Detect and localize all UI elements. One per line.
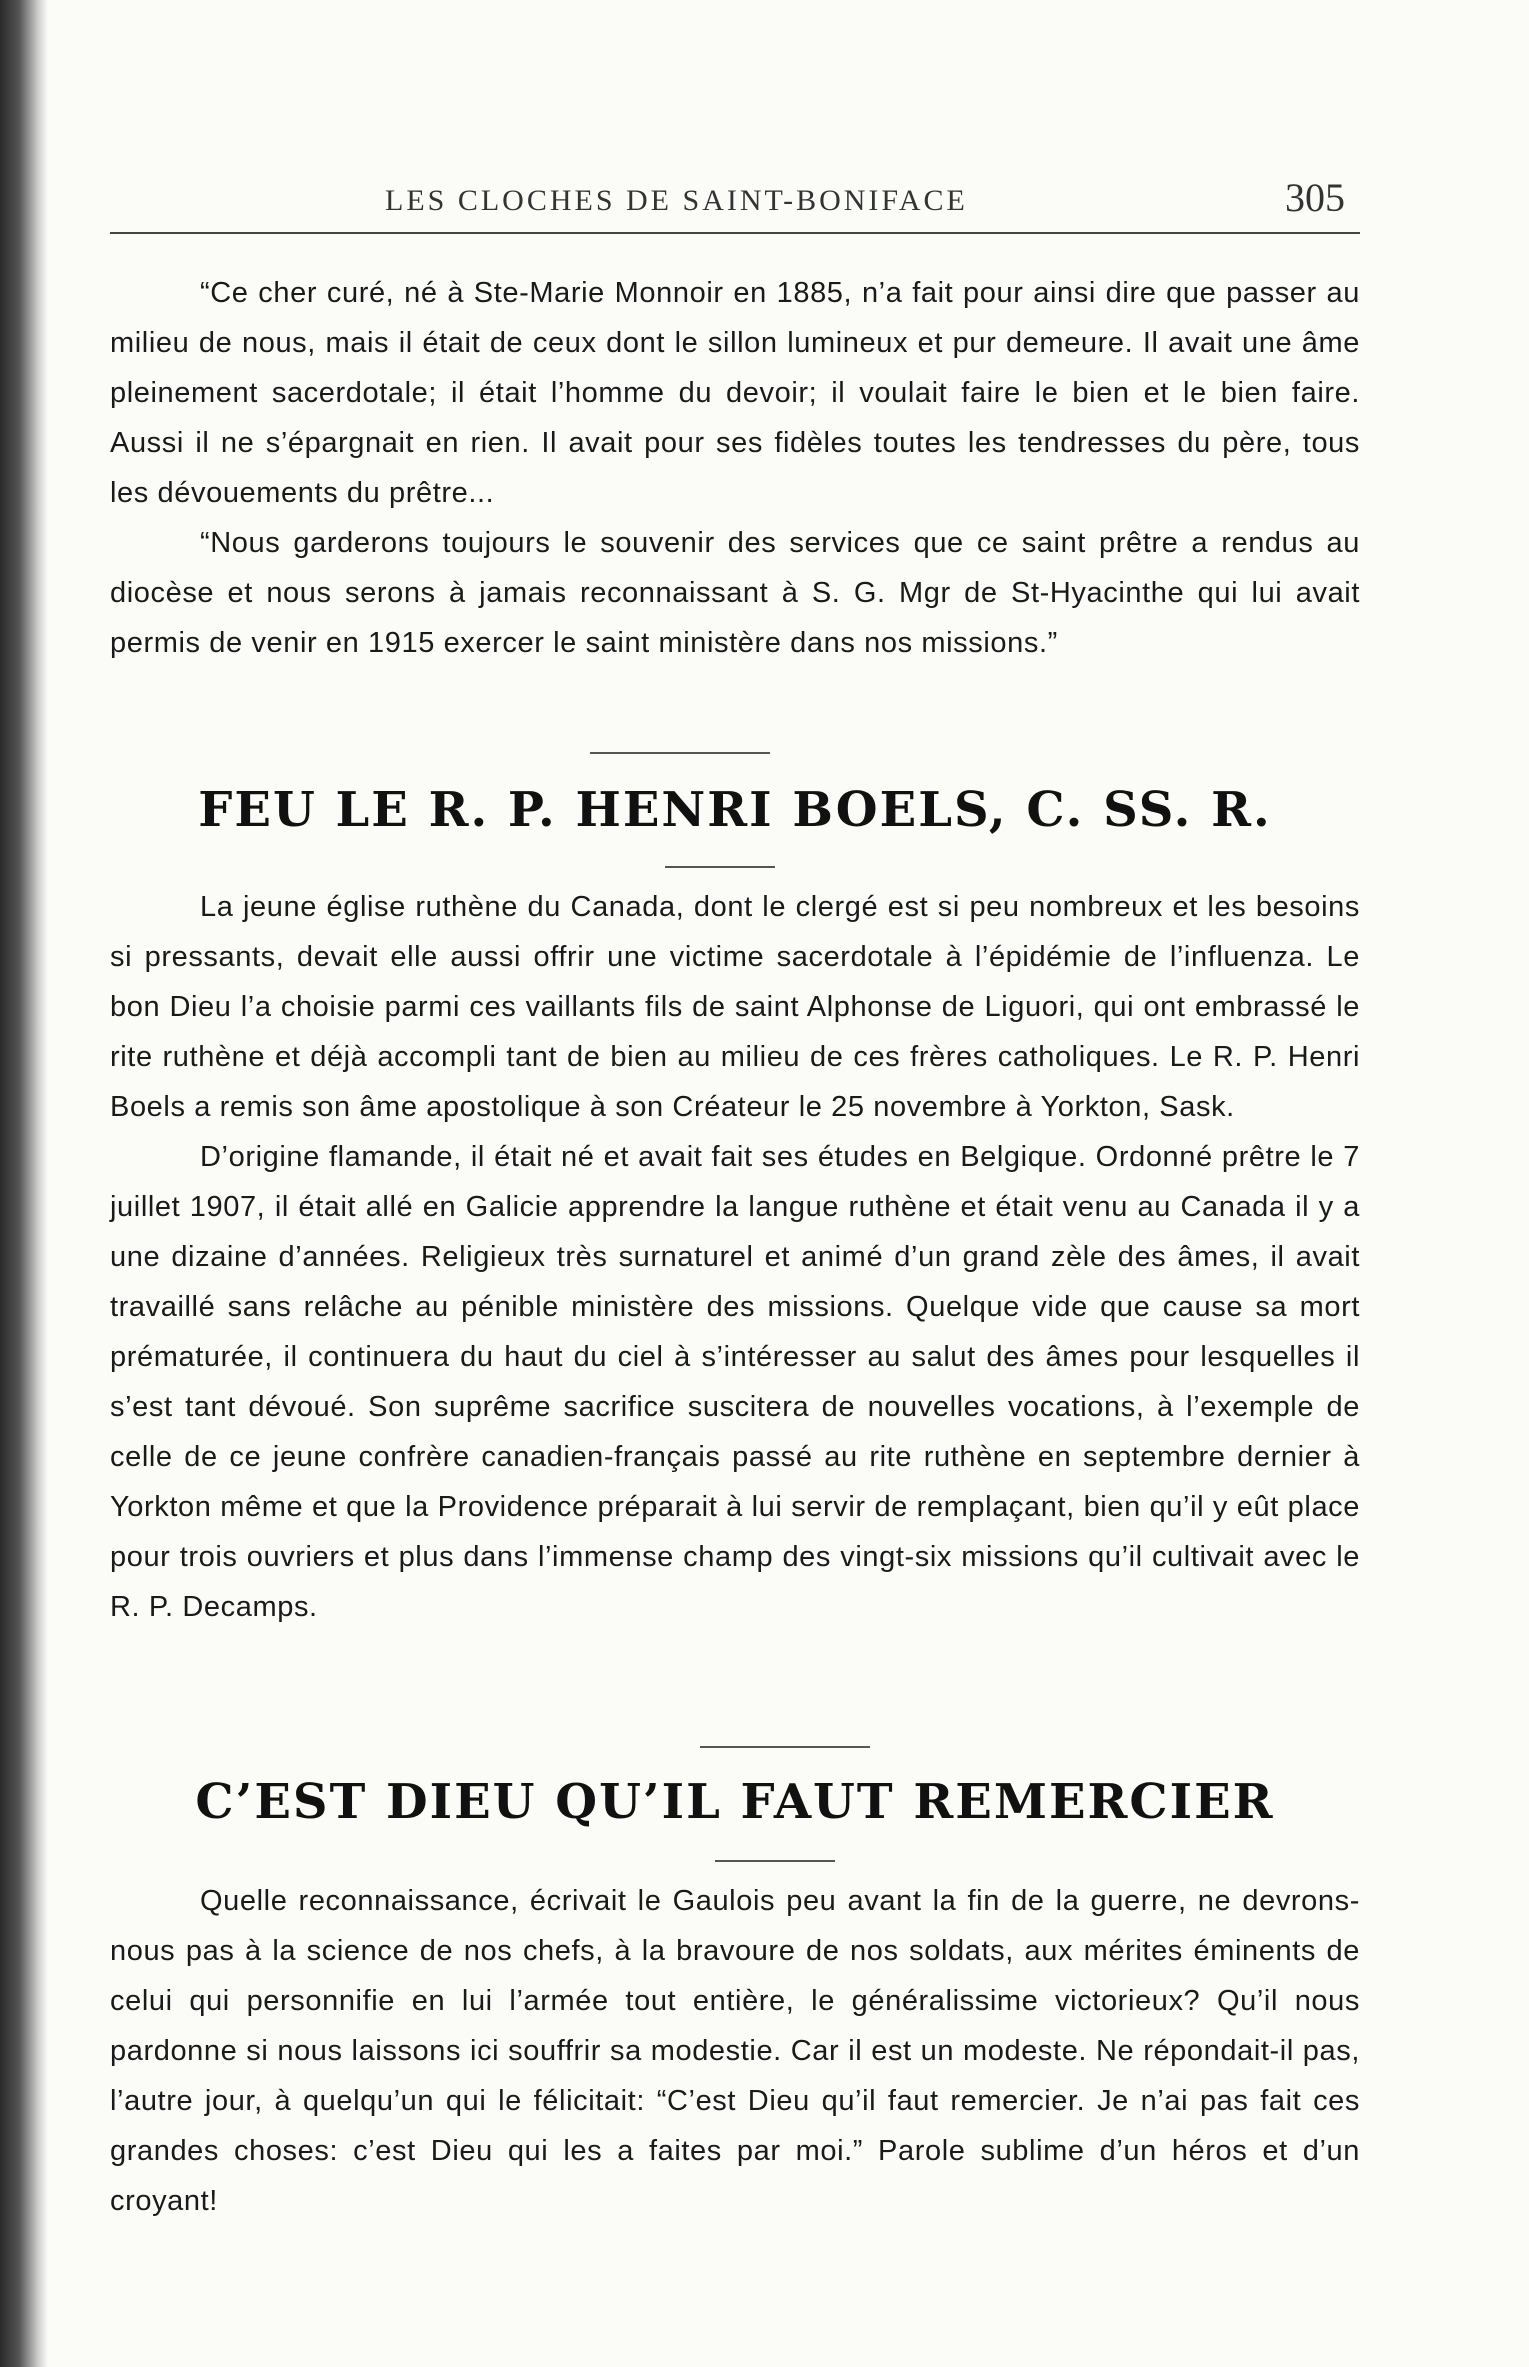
intro-paragraph-2: “Nous garderons toujours le souvenir des services que ce saint prêtre a rendus au diocèse et nous serons à jamais reconnaissant à S. G. Mgr de St-Hyacinthe qui lui avait permis de venir en 1915 exercer le saint ministère dans nos missions.”: [110, 527, 1360, 659]
article-title-dieu: C’EST DIEU QU’IL FAUT REMERCIER: [195, 1774, 1275, 1830]
page-number: 305: [1285, 175, 1345, 220]
title-underline: [665, 866, 775, 868]
page: [110, 170, 1360, 2217]
running-title: LES CLOCHES DE SAINT-BONIFACE: [385, 184, 968, 217]
divider-rule: [590, 752, 770, 754]
article-boels-body: [110, 882, 1360, 1632]
header-rule: [110, 232, 1360, 234]
boels-paragraph-1: La jeune église ruthène du Canada, dont le clergé est si peu nombreux et les besoins si pressants, devait elle aussi offrir une victime sacerdotale à l’épidémie de l’influenza. Le bon Dieu l’a choisie parmi ces vaillants fils de saint Alphonse de Liguori, qui ont embrassé le rite ruthène et déjà accompli tant de bien au milieu de ces frères catholiques. Le R. P. Henri Boels a remis son âme apostolique à son Créateur le 25 novembre à Yorkton, Sask.: [110, 891, 1360, 1123]
intro-paragraph-1: “Ce cher curé, né à Ste-Marie Monnoir en 1885, n’a fait pour ainsi dire que passer au milieu de nous, mais il était de ceux dont le sillon lumineux et pur demeure. Il avait une âme pleinement sacerdotale; il était l’homme du devoir; il voulait faire le bien et le bien faire. Aussi il ne s’épargnait en rien. Il avait pour ses fidèles toutes les tendresses du père, tous les dévouements du prêtre...: [110, 277, 1360, 509]
dieu-paragraph-1: Quelle reconnaissance, écrivait le Gaulois peu avant la fin de la guerre, ne devrons-nous pas à la science de nos chefs, à la bravoure de nos soldats, aux mérites éminents de celui qui personnifie en lui l’armée tout entière, le généralissime victorieux? Qu’il nous pardonne si nous laissons ici souffrir sa modestie. Car il est un modeste. Ne répondait-il pas, l’autre jour, à quelqu’un qui le félicitait: “C’est Dieu qu’il faut remercier. Je n’ai pas fait ces grandes choses: c’est Dieu qui les a faites par moi.” Parole sublime d’un héros et d’un croyant!: [110, 1885, 1360, 2217]
article-dieu-body: [110, 1876, 1360, 2226]
title-underline: [715, 1860, 835, 1862]
article-title-boels: FEU LE R. P. HENRI BOELS, C. SS. R.: [198, 782, 1272, 838]
divider-rule: [700, 1746, 870, 1748]
running-header: [110, 170, 1360, 230]
scan-binding-edge: [0, 0, 48, 2367]
boels-paragraph-2: D’origine flamande, il était né et avait fait ses études en Belgique. Ordonné prêtre le 7 juillet 1907, il était allé en Galicie apprendre la langue ruthène et était venu au Canada il y a une dizaine d’années. Religieux très surnaturel et animé d’un grand zèle des âmes, il avait travaillé sans relâche au pénible ministère des missions. Quelque vide que cause sa mort prématurée, il continuera du haut du ciel à s’intéresser au salut des âmes pour lesquelles il s’est tant dévoué. Son suprême sacrifice suscitera de nouvelles vocations, à l’exemple de celle de ce jeune confrère canadien-français passé au rite ruthène en septembre dernier à Yorkton même et que la Providence préparait à lui servir de remplaçant, bien qu’il y eût place pour trois ouvriers et plus dans l’immense champ des vingt-six missions qu’il cultivait avec le R. P. Decamps.: [110, 1141, 1360, 1623]
intro-quote: [110, 268, 1360, 668]
